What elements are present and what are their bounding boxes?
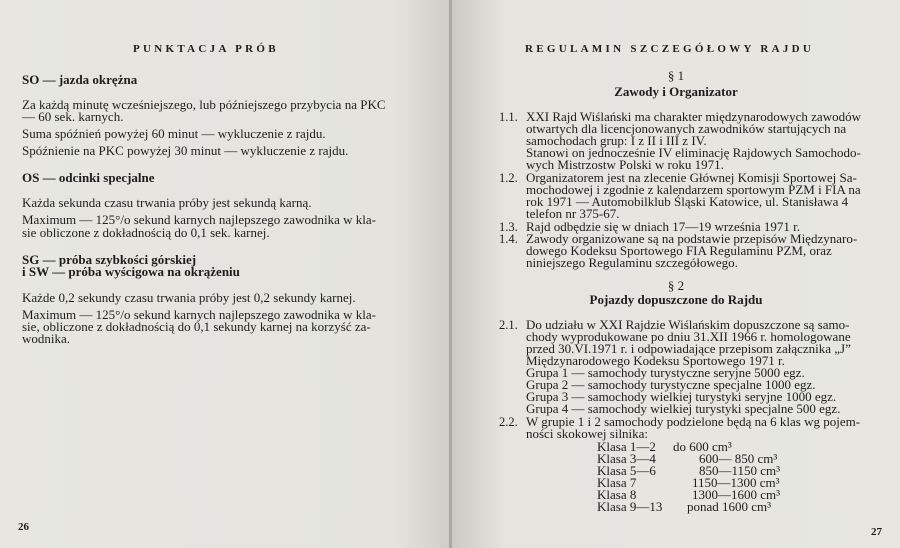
item-line: otwartych dla licencjonowanych zawodników startujących na [526, 121, 847, 136]
item-line: mochodowej i zgodnie z kalendarzem sportowym PZM i FIA na [526, 182, 861, 197]
class-name: Klasa 5—6 [597, 463, 656, 478]
item-number: 2.1. [499, 318, 518, 332]
section-mark: § 1 [667, 68, 685, 83]
so-paragraph-line: — 60 sek. karnych. [22, 109, 124, 124]
class-name: Klasa 1—2 [597, 439, 656, 454]
class-range: do 600 cm³ [673, 439, 732, 454]
os-heading: OS — odcinki specjalne [22, 170, 155, 185]
so-paragraph-line: Suma spóźnień powyżej 60 minut — wykluczenie z rajdu. [22, 126, 326, 141]
item-line: XXI Rajd Wiślański ma charakter międzynarodowych zawodów [526, 109, 861, 124]
page-number: 27 [871, 526, 882, 538]
item-line: Międzynarodowego Kodeksu Sportowego 1971 r. [526, 353, 785, 368]
item-line: Stanowi on jednocześnie IV eliminację Rajdowych Samochodo- [526, 145, 861, 160]
item-number: 1.2. [499, 171, 518, 185]
sg-paragraph-line: wodnika. [22, 331, 71, 346]
item-number: 2.2. [499, 415, 518, 429]
item-line: Do udziału w XXI Rajdzie Wiślańskim dopuszczone są samo- [526, 317, 850, 332]
item-line: telefon nr 375-67. [526, 206, 620, 221]
page-number: 26 [18, 521, 29, 533]
item-number: 1.3. [499, 220, 518, 234]
item-line: przed 30.VI.1971 r. i odpowiadające przepisom załącznika „J” [526, 341, 851, 356]
item-line: W grupie 1 i 2 samochody podzielone będą na 6 klas wg pojem- [526, 414, 861, 429]
class-name: Klasa 7 [597, 475, 637, 490]
sg-paragraph-line: Każde 0,2 sekundy czasu trwania próby jest 0,2 sekundy karnej. [22, 290, 356, 305]
so-paragraph-line: Spóźnienie na PKC powyżej 30 minut — wykluczenie z rajdu. [22, 143, 349, 158]
class-name: Klasa 3—4 [597, 451, 656, 466]
class-range: 1150—1300 cm³ [692, 475, 780, 490]
group-line: Grupa 2 — samochody turystyczne specjalne 1000 egz. [526, 377, 816, 392]
class-range: 850—1150 cm³ [699, 463, 781, 478]
item-line: Zawody organizowane są na podstawie przepisów Międzynaro- [526, 231, 858, 246]
item-line: wych Mistrzostw Polski w roku 1971. [526, 157, 724, 172]
item-number: 1.4. [499, 232, 518, 246]
os-paragraph-line: Maximum — 125°/o sekund karnych najlepszego zawodnika w kla- [22, 212, 376, 227]
right-page [452, 0, 900, 548]
item-line: dowego Kodeksu Sportowego FIA Regulaminu PZM, oraz [526, 243, 832, 258]
sg-heading: i SW — próba wyścigowa na okrążeniu [22, 264, 240, 279]
item-line: Organizatorem jest na zlecenie Głównej Komisji Sportowej Sa- [526, 170, 857, 185]
group-line: Grupa 1 — samochody turystyczne seryjne 5000 egz. [526, 365, 805, 380]
item-line: Rajd odbędzie się w dniach 17—19 września 1971 r. [526, 219, 801, 234]
os-paragraph-line: Każda sekunda czasu trwania próby jest sekundą karną. [22, 195, 312, 210]
left-page-title: PUNKTACJA PRÓB [133, 43, 279, 55]
item-line: ności skokowej silnika: [526, 426, 649, 441]
right-page-title: REGULAMIN SZCZEGÓŁOWY RAJDU [525, 43, 815, 55]
group-line: Grupa 4 — samochody wielkiej turystyki specjalne 500 egz. [526, 401, 841, 416]
class-range: ponad 1600 cm³ [687, 499, 772, 514]
so-heading: SO — jazda okrężna [22, 72, 138, 87]
item-line: samochodach grup: I z II i III z IV. [526, 133, 707, 148]
section-heading: Zawody i Organizator [614, 84, 738, 99]
group-line: Grupa 3 — samochody wielkiej turystyki seryjne 1000 egz. [526, 389, 837, 404]
os-paragraph-line: sie obliczone z dokładnością do 0,1 sek. karnej. [22, 225, 270, 240]
sg-heading: SG — próba szybkości górskiej [22, 252, 197, 267]
section-heading: Pojazdy dopuszczone do Rajdu [589, 292, 763, 307]
item-number: 1.1. [499, 110, 518, 124]
class-name: Klasa 9—13 [597, 499, 663, 514]
sg-paragraph-line: Maximum — 125°/o sekund karnych najlepszego zawodnika w kla- [22, 307, 376, 322]
item-line: niniejszego Regulaminu szczegółowego. [526, 255, 738, 270]
class-range: 600— 850 cm³ [699, 451, 778, 466]
class-name: Klasa 8 [597, 487, 637, 502]
item-line: rok 1971 — Automobilklub Śląski Katowice, ul. Stanisława 4 [526, 194, 849, 209]
section-mark: § 2 [667, 278, 685, 293]
item-line: chody wyprodukowane po dniu 31.XII 1966 r. homologowane [526, 329, 851, 344]
left-page [0, 0, 449, 548]
sg-paragraph-line: sie, obliczone z dokładnością do 0,1 sekundy karnej na korzyść za- [22, 319, 371, 334]
class-range: 1300—1600 cm³ [692, 487, 781, 502]
so-paragraph-line: Za każdą minutę wcześniejszego, lub późniejszego przybycia na PKC [22, 97, 386, 112]
